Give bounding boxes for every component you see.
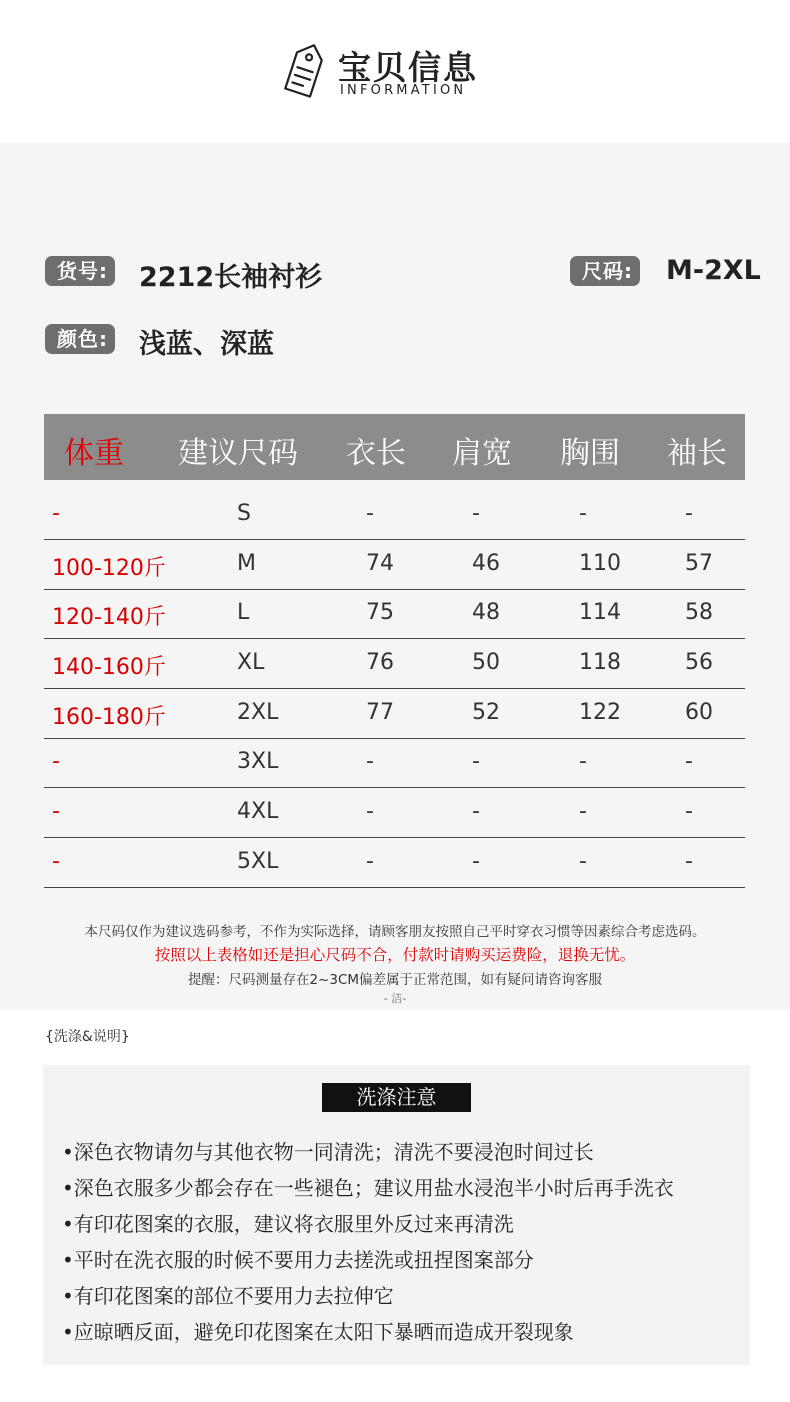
table-row	[44, 837, 745, 888]
cell-shoulder: -	[472, 749, 480, 774]
wash-section-label: {洗涤&说明}	[45, 1029, 130, 1045]
cell-size: 4XL	[237, 799, 279, 824]
cell-size: XL	[237, 650, 265, 675]
wash-item: •有印花图案的部位不要用力去拉伸它	[62, 1284, 394, 1308]
cell-weight: -	[52, 501, 60, 526]
wash-item: •深色衣物请勿与其他衣物一同清洗；清洗不要浸泡时间过长	[62, 1140, 594, 1164]
cell-shoulder: 48	[472, 600, 500, 625]
table-row	[44, 688, 745, 739]
cell-chest: -	[579, 799, 587, 824]
header-sleeve: 袖长	[667, 436, 727, 471]
cell-chest: -	[579, 849, 587, 874]
wash-item: •平时在洗衣服的时候不要用力去搓洗或扭捏图案部分	[62, 1248, 534, 1272]
wash-item: •应晾晒反面，避免印花图案在太阳下暴晒而造成开裂现象	[62, 1320, 574, 1344]
size-label: 尺码:	[570, 256, 640, 286]
header-chest: 胸围	[560, 436, 620, 471]
info-header	[0, 0, 790, 143]
cell-sleeve: 56	[685, 650, 713, 675]
table-row	[44, 489, 745, 540]
cell-shoulder: 46	[472, 551, 500, 576]
cell-size: 2XL	[237, 700, 279, 725]
measurement-tolerance-note: 提醒：尺码测量存在2~3CM偏差属于正常范围，如有疑问请咨询客服	[187, 972, 603, 988]
table-row	[44, 588, 745, 639]
cell-size: 3XL	[237, 749, 279, 774]
size-range-value: M-2XL	[666, 255, 761, 286]
size-disclaimer: 本尺码仅作为建议选码参考，不作为实际选择，请顾客朋友按照自己平时穿衣习惯等因素综合考虑选码。	[84, 924, 706, 940]
cell-length: 76	[366, 650, 394, 675]
header-weight: 体重	[64, 436, 124, 471]
cell-weight: -	[52, 849, 60, 874]
header-length: 衣长	[346, 436, 406, 471]
cell-length: 77	[366, 700, 394, 725]
cell-chest: 118	[579, 650, 621, 675]
table-row	[44, 787, 745, 838]
cell-shoulder: -	[472, 799, 480, 824]
cell-sleeve: -	[685, 501, 693, 526]
cell-weight: -	[52, 799, 60, 824]
color-label: 颜色:	[45, 324, 115, 354]
cell-sleeve: 58	[685, 600, 713, 625]
cell-shoulder: 52	[472, 700, 500, 725]
wash-item: •深色衣服多少都会存在一些褪色；建议用盐水浸泡半小时后再手洗衣	[62, 1176, 674, 1200]
header-recommended-size: 建议尺码	[178, 436, 298, 471]
header-shoulder: 肩宽	[452, 436, 512, 471]
table-row	[44, 737, 745, 788]
section-title: 宝贝信息	[338, 48, 478, 87]
price-tag-icon	[284, 42, 328, 98]
wash-item: •有印花图案的衣服，建议将衣服里外反过来再清洗	[62, 1212, 514, 1236]
cell-sleeve: -	[685, 849, 693, 874]
cell-length: 75	[366, 600, 394, 625]
cell-sleeve: -	[685, 799, 693, 824]
item-no-label: 货号:	[45, 256, 115, 286]
item-no-value: 2212长袖衬衫	[139, 262, 323, 293]
cell-length: -	[366, 749, 374, 774]
cell-size: M	[237, 551, 256, 576]
cell-sleeve: 57	[685, 551, 713, 576]
cell-weight: 160-180斤	[52, 705, 166, 730]
cell-shoulder: 50	[472, 650, 500, 675]
section-subtitle: INFORMATION	[340, 83, 467, 98]
cell-chest: -	[579, 501, 587, 526]
color-value: 浅蓝、深蓝	[139, 329, 274, 360]
cell-length: -	[366, 799, 374, 824]
shipping-insurance-note: 按照以上表格如还是担心尺码不合，付款时请购买运费险，退换无忧。	[154, 946, 636, 964]
cell-size: S	[237, 501, 251, 526]
table-row	[44, 539, 745, 590]
cell-sleeve: -	[685, 749, 693, 774]
cell-chest: 122	[579, 700, 621, 725]
cell-size: 5XL	[237, 849, 279, 874]
wash-title: 洗涤注意	[322, 1083, 471, 1112]
cell-length: 74	[366, 551, 394, 576]
cell-chest: 110	[579, 551, 621, 576]
size-table-header	[44, 414, 745, 480]
cell-weight: 120-140斤	[52, 605, 166, 630]
cell-chest: -	[579, 749, 587, 774]
cell-sleeve: 60	[685, 700, 713, 725]
cell-shoulder: -	[472, 849, 480, 874]
cell-shoulder: -	[472, 501, 480, 526]
cell-weight: 100-120斤	[52, 556, 166, 581]
cell-length: -	[366, 501, 374, 526]
table-row	[44, 638, 745, 689]
cell-weight: -	[52, 749, 60, 774]
cell-size: L	[237, 600, 250, 625]
brand-mark: - 洁-	[383, 992, 407, 1005]
cell-length: -	[366, 849, 374, 874]
cell-weight: 140-160斤	[52, 655, 166, 680]
cell-chest: 114	[579, 600, 621, 625]
